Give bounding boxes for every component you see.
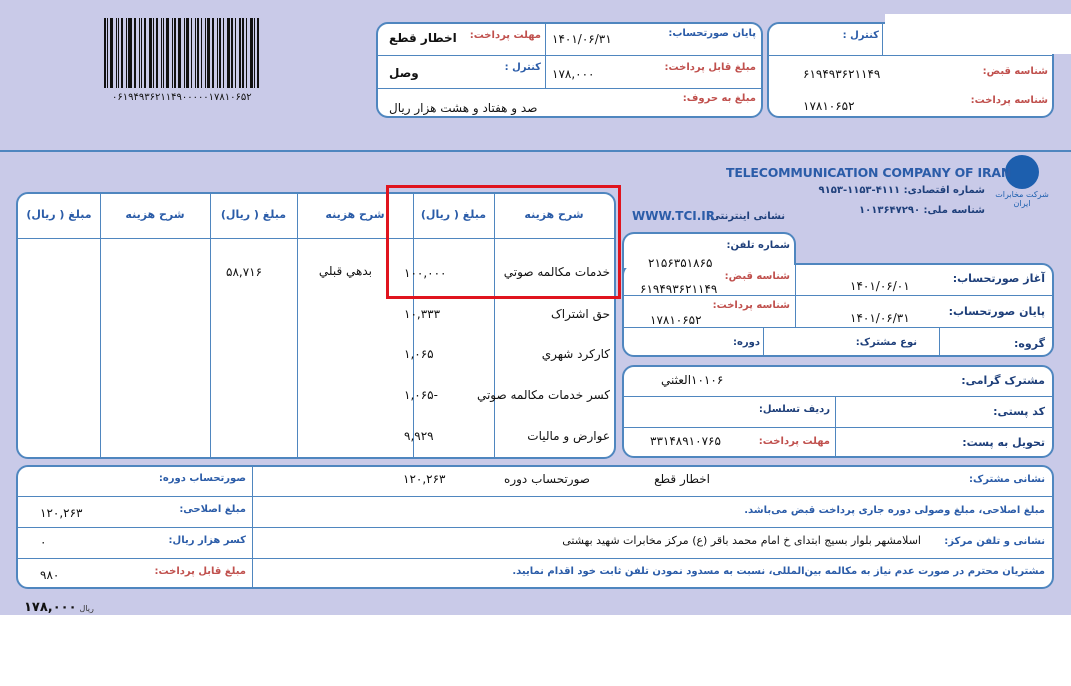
start-value: ۱۴۰۱/۰۶/۰۱ [850, 279, 910, 293]
serial-label: ردیف تسلسل: [758, 404, 830, 415]
control-label: کنترل : [504, 62, 541, 73]
postal-code-label: کد پستی: [993, 405, 1045, 418]
correction-note: مبلغ اصلاحی، مبلغ وصولی دوره جاری پرداخت قبض می‌باشد. [744, 505, 1045, 516]
charge-desc: خدمات مکالمه صوتي [503, 265, 610, 279]
customer-name: ۱۰۱۰۶العثني [661, 373, 724, 387]
website-label: نشانی اینترنتی: [706, 211, 785, 222]
barcode-bar [217, 18, 218, 88]
tci-logo-text: شرکت مخابرات ایران [995, 190, 1049, 208]
barcode-bar [153, 18, 154, 88]
control-value: وصل [389, 66, 419, 80]
period-amount: ۱۲۰,۲۶۳ [403, 472, 446, 486]
barcode-bar [235, 18, 236, 88]
barcode-bar [191, 18, 192, 88]
barcode-bar [126, 18, 127, 88]
customer-label: مشترک گرامی: [961, 374, 1045, 387]
warning-text: اخطار قطع [654, 472, 710, 486]
bill-id-value: ۶۱۹۴۹۳۶۲۱۱۴۹ [803, 67, 881, 81]
payable-value: ۱۷۸,۰۰۰ [552, 67, 595, 81]
barcode-bar [242, 18, 244, 88]
barcode-bar [205, 18, 206, 88]
charge-amount: ۱,۰۶۵ [404, 347, 434, 361]
barcode-bar [172, 18, 173, 88]
info-payment-id-value: ۱۷۸۱۰۶۵۲ [650, 313, 702, 327]
total-value: ۱۷۸,۰۰۰ [24, 600, 77, 615]
start-label: آغاز صورتحساب: [952, 272, 1045, 285]
id-control-label: کنترل : [842, 30, 879, 41]
barcode-bar [223, 18, 224, 88]
barcode-bar [219, 18, 221, 88]
end-value: ۱۴۰۱/۰۶/۳۱ [850, 311, 910, 325]
center-address: اسلامشهر بلوار بسیج ابتدای خ امام محمد باقر (ع) مرکز مخابرات شهید بهشتی [562, 534, 921, 547]
barcode-bar [116, 18, 117, 88]
header-desc-1: شرح هزینه [524, 208, 584, 221]
barcode-bar [178, 18, 180, 88]
barcode-bar [246, 18, 247, 88]
info-bill-id-label: شناسه قبض: [724, 271, 790, 282]
barcode-bar [186, 18, 189, 88]
period-label: دوره: [732, 337, 760, 348]
barcode-bar [110, 18, 113, 88]
phone-value: ۲۱۵۶۳۵۱۸۶۵ [648, 256, 713, 270]
deadline-label: مهلت پرداخت: [469, 30, 541, 41]
barcode-bar [134, 18, 136, 88]
header-amount-1: مبلغ ( ریال) [420, 208, 487, 221]
amount-words-label: مبلغ به حروف: [682, 93, 756, 104]
barcode-bar [118, 18, 119, 88]
info-deadline-label: مهلت پرداخت: [758, 436, 830, 447]
barcode-bar [139, 18, 140, 88]
barcode-bar [144, 18, 146, 88]
period-text: صورتحساب دوره [504, 472, 590, 486]
national-id: شناسه ملی: ۱۰۱۳۶۴۷۲۹۰ [859, 205, 985, 216]
subscriber-type-label: نوع مشترک: [855, 337, 917, 348]
charge-amount: ۱۰,۳۳۳ [404, 307, 441, 321]
barcode-bar [201, 18, 202, 88]
barcode-bar [163, 18, 164, 88]
international-call-note: مشتریان محترم در صورت عدم نیاز به مکالمه بین‌المللی، نسبت به مسدود نمودن تلفن ثابت خود اقدام نمایید. [512, 566, 1045, 577]
bill-end-label: پایان صورتحساب: [668, 28, 756, 39]
charge-amount: ۱,۰۶۵- [404, 388, 438, 402]
barcode-bar [107, 18, 108, 88]
info-bill-id-value: ۶۱۹۴۹۳۶۲۱۱۴۹ [640, 282, 718, 296]
barcode-bar [197, 18, 199, 88]
barcode [104, 18, 262, 88]
center-label: نشانی و تلفن مرکز: [944, 536, 1045, 547]
delivery-label: تحویل به پست: [962, 436, 1045, 449]
barcode-bar [104, 18, 106, 88]
summary-payable-label: مبلغ قابل پرداخت: [154, 566, 246, 577]
total-amount [24, 600, 94, 615]
barcode-bar [166, 18, 169, 88]
highlight-box [386, 185, 621, 299]
thousand-deduct-label: کسر هزار ریال: [168, 535, 246, 546]
barcode-bar [161, 18, 162, 88]
barcode-bar [128, 18, 131, 88]
barcode-bar [141, 18, 142, 88]
address-label: نشانی مشترک: [969, 474, 1045, 485]
payment-id-value: ۱۷۸۱۰۶۵۲ [803, 99, 855, 113]
group-label: گروه: [1014, 337, 1045, 350]
end-label: پایان صورتحساب: [948, 305, 1045, 318]
charge-desc: حق اشتراک [551, 307, 610, 321]
correction-label: مبلغ اصلاحی: [179, 504, 246, 515]
company-name: TELECOMMUNICATION COMPANY OF IRAN [726, 165, 1012, 180]
barcode-bar [149, 18, 152, 88]
barcode-bar [207, 18, 210, 88]
barcode-bar [227, 18, 230, 88]
header-amount-3: مبلغ ( ریال) [26, 208, 92, 221]
website-link[interactable]: WWW.TCI.IR [632, 209, 716, 223]
total-unit: ریال [79, 604, 94, 613]
bill-id-label: شناسه قبض: [982, 66, 1048, 77]
info-payment-id-label: شناسه پرداخت: [712, 300, 790, 311]
charge-amount: ۱۰۰,۰۰۰ [404, 266, 447, 280]
barcode-bar [254, 18, 255, 88]
period-bill-label: صورتحساب دوره: [158, 473, 246, 484]
charge-amount: ۹,۹۲۹ [404, 429, 434, 443]
barcode-bar [174, 18, 176, 88]
thousand-deduct-value: ۰ [40, 535, 47, 549]
barcode-bar [239, 18, 241, 88]
economic-number: شماره اقتصادی: ۴۱۱۱-۱۱۵۳-۹۱۵۳ [818, 185, 985, 196]
charge-desc: کارکرد شهري [541, 347, 610, 361]
charge-desc: عوارض و ماليات [527, 429, 610, 443]
phone-label: شماره تلفن: [726, 240, 790, 251]
barcode-number: ۰۶۱۹۴۹۳۶۲۱۱۴۹۰۰۰۰۰۱۷۸۱۰۶۵۲ [112, 92, 252, 103]
barcode-bar [257, 18, 259, 88]
summary-payable-value: ۹۸۰ [40, 568, 60, 582]
barcode-bar [250, 18, 253, 88]
header-desc-3: شرح هزینه [125, 208, 185, 221]
payable-label: مبلغ قابل پرداخت: [664, 62, 756, 73]
redaction-block [885, 14, 1071, 54]
barcode-bar [121, 18, 123, 88]
charge-desc: کسر خدمات مکالمه صوتي [476, 388, 610, 402]
correction-value: ۱۲۰,۲۶۳ [40, 506, 83, 520]
deadline-value: اخطار قطع [389, 31, 457, 45]
payment-id-label: شناسه پرداخت: [970, 95, 1048, 106]
barcode-bar [156, 18, 158, 88]
serial-value: ۳۳۱۴۸۹۱۰۷۶۵ [650, 434, 721, 448]
header-amount-2: مبلغ ( ریال) [220, 208, 287, 221]
charge-desc: بدهي قبلي [318, 264, 372, 278]
bill-end-value: ۱۴۰۱/۰۶/۳۱ [552, 32, 612, 46]
charge-amount: ۵۸,۷۱۶ [226, 265, 263, 279]
barcode-bar [195, 18, 196, 88]
header-desc-2: شرح هزینه [325, 208, 385, 221]
barcode-bar [231, 18, 232, 88]
barcode-bar [184, 18, 185, 88]
amount-words-value: صد و هفتاد و هشت هزار ریال [389, 101, 538, 115]
barcode-bar [212, 18, 214, 88]
